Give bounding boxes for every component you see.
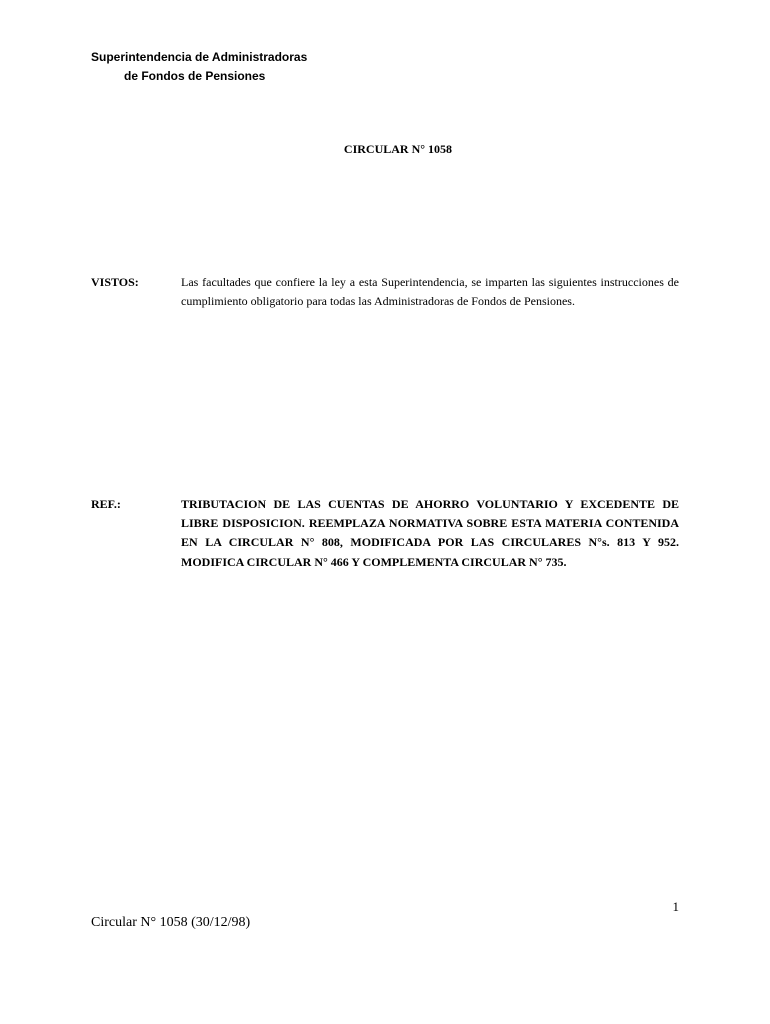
circular-title [0,142,770,157]
ref-label: REF.: [91,497,121,511]
ref-text: TRIBUTACION DE LAS CUENTAS DE AHORRO VOLUNTARIO Y EXCEDENTE DE LIBRE DISPOSICION. REEMPLAZA NORMATIVA SOBRE ESTA MATERIA CONTENIDA EN LA CIRCULAR N° 808, MODIFICADA POR LAS CIRCULARES N°s. 813 Y 952. MODIFICA CIRCULAR N° 466 Y COMPLEMENTA CIRCULAR N° 735. [181,497,679,569]
circular-title-text: CIRCULAR N° 1058 [343,142,453,156]
vistos-text: Las facultades que confiere la ley a esta Superintendencia, se imparten las siguientes instrucciones de cumplimiento obligatorio para todas las Administradoras de Fondos de Pensiones. [181,275,679,308]
organization-name-line-2: de Fondos de Pensiones [124,69,266,83]
organization-name-line-1: Superintendencia de Administradoras [91,50,308,64]
page-number: 1 [672,899,679,914]
vistos-label: VISTOS: [91,275,139,289]
footer-citation: Circular N° 1058 (30/12/98) [91,915,251,930]
